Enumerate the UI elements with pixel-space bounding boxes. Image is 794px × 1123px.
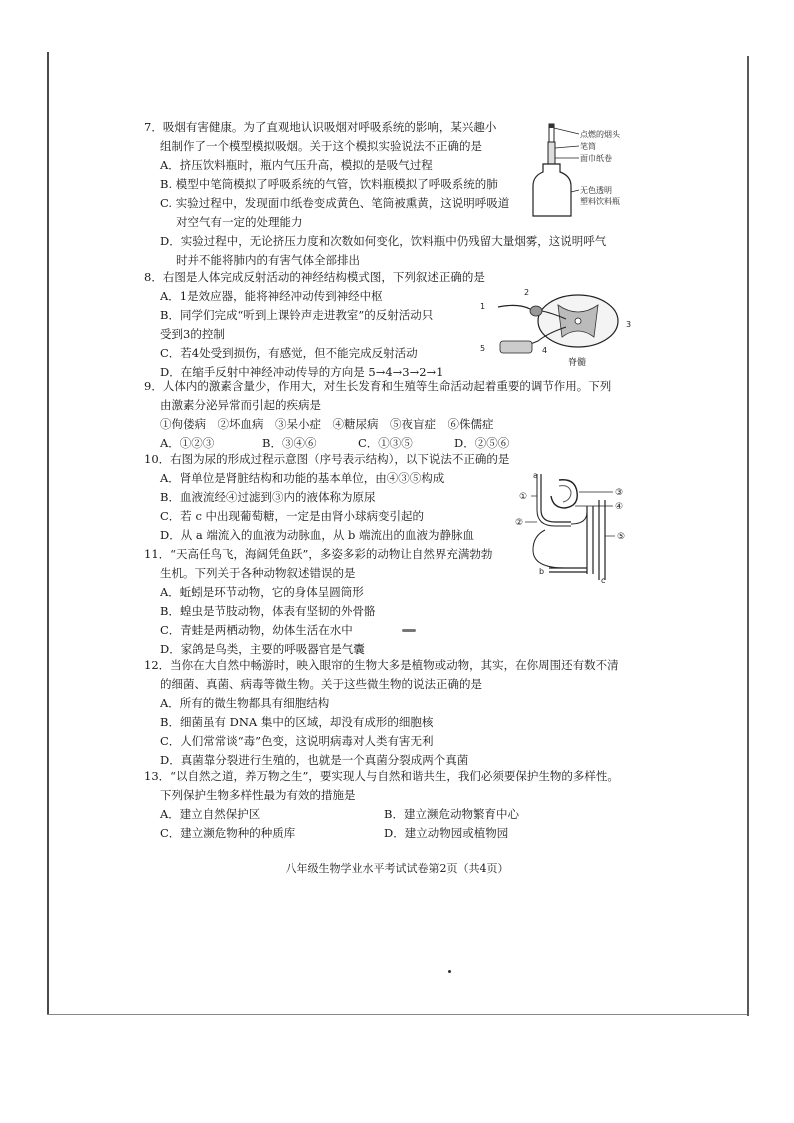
scan-smudge [402,629,416,632]
q13-option-b: B．建立濒危动物繁育中心 [384,807,519,821]
q10-option-b: B．血液流经④过滤到③内的液体称为原尿 [160,490,376,504]
glomerulus-icon [551,480,577,508]
fig8-label-1: 1 [480,302,486,311]
question-12 [144,656,619,770]
fig10-label-c: c [601,576,606,585]
q11-option-a: A．蚯蚓是环节动物，它的身体呈圆筒形 [160,585,364,599]
fig7-label-transparent: 无色透明 [580,186,612,195]
q8-option-b-cont: 受到3的控制 [160,327,225,341]
muscle-icon [500,341,532,353]
fig8-label-5: 5 [480,344,486,353]
q13-options-row-1 [144,805,619,824]
q7-stem-line-2: 组制作了一个模型模拟吸烟。关于这个模拟实验说法不正确的是 [160,139,482,153]
q12-option-a: A．所有的微生物都具有细胞结构 [160,696,330,710]
question-13 [144,767,619,843]
fig8-label-spinal-cord: 脊髓 [568,358,587,368]
scan-edge-bottom [47,1014,747,1015]
scan-dot [448,970,451,973]
q9-stem-line-1: 9．人体内的激素含量少，作用大，对生长发育和生殖等生命活动起着重要的调节作用。下列 [144,379,612,393]
q8-option-b: B．同学们完成“听到上课铃声走进教室”的反射活动只 [160,308,434,322]
q11-stem-line-2: 生机。下列关于各种动物叙述错误的是 [160,566,356,580]
fig10-label-5: ⑤ [617,532,626,542]
fig10-label-1: ① [519,492,528,502]
q8-option-c: C．若4处受到损伤，有感觉，但不能完成反射活动 [160,346,418,360]
q9-option-d: D．②⑤⑥ [454,436,510,450]
fig8-label-3: 3 [626,320,632,329]
q7-option-c-cont: 对空气有一定的处理能力 [176,215,303,229]
q8-option-a: A．1是效应器，能将神经冲动传到神经中枢 [160,289,383,303]
smoking-model-figure [525,120,645,220]
fig7-label-tissue: 面巾纸卷 [580,154,612,163]
q12-option-b: B．细菌虽有 DNA 集中的区域，却没有成形的细胞核 [160,715,434,729]
ganglion-icon [530,306,542,316]
fig8-label-2: 2 [524,288,530,297]
fig10-label-b: b [539,567,545,576]
fig7-label-pen-holder: 笔筒 [580,142,596,151]
fig10-label-4: ④ [615,502,624,512]
q12-stem-line-2: 的细菌、真菌、病毒等微生物。关于这些微生物的说法正确的是 [160,677,482,691]
q10-option-a: A．肾单位是肾脏结构和功能的基本单位，由④③⑤构成 [160,471,445,485]
reflex-arc-figure [478,285,638,370]
q9-disease-list: ①佝偻病 ②坏血病 ③呆小症 ④糖尿病 ⑤夜盲症 ⑥侏儒症 [160,417,494,431]
fig10-label-a: a [533,471,538,480]
q12-option-d: D．真菌靠分裂进行生殖的，也就是一个真菌分裂成两个真菌 [160,753,469,767]
fig7-label-cigarette: 点燃的烟头 [580,130,620,139]
spinal-cord-icon [538,295,618,347]
question-9 [144,377,611,453]
q10-option-c: C．若 c 中出现葡萄糖，一定是由肾小球病变引起的 [160,509,425,523]
fig7-label-bottle: 塑料饮料瓶 [580,197,620,206]
q10-stem-line-1: 10．右图为尿的形成过程示意图（序号表示结构），以下说法不正确的是 [144,452,510,466]
fig10-label-3: ③ [615,488,624,498]
q7-option-b: B. 模型中笔筒模拟了呼吸系统的气管，饮料瓶模拟了呼吸系统的肺 [160,177,498,191]
fig10-label-2: ② [515,518,524,528]
q13-option-a: A．建立自然保护区 [160,807,261,821]
nephron-figure [515,470,635,585]
q12-stem-line-1: 12．当你在大自然中畅游时，映入眼帘的生物大多是植物或动物，其实，在你周围还有数不清 [144,658,619,672]
q11-stem-line-1: 11．“天高任鸟飞，海阔凭鱼跃”，多姿多彩的动物让自然界充满勃勃 [144,547,493,561]
q7-option-d-cont: 时并不能将肺内的有害气体全部排出 [176,253,360,267]
q9-option-b: B．③④⑥ [262,436,317,450]
question-8 [144,268,485,382]
cigarette-icon [549,124,554,142]
q13-option-c: C．建立濒危物种的种质库 [160,826,296,840]
q7-option-c: C. 实验过程中，发现面巾纸卷变成黄色、笔筒被熏黄，这说明呼吸道 [160,196,510,210]
page-footer: 八年级生物学业水平考试试卷第2页（共4页） [285,862,509,875]
q11-option-c: C．青蛙是两栖动物，幼体生活在水中 [160,623,353,637]
pen-holder-icon [548,142,555,164]
fig8-label-4: 4 [542,346,548,355]
q7-option-d: D．实验过程中，无论挤压力度和次数如何变化，饮料瓶中仍残留大量烟雾，这说明呼气 [160,234,607,248]
q7-option-a: A．挤压饮料瓶时，瓶内气压升高，模拟的是吸气过程 [160,158,433,172]
q12-option-c: C．人们常常谈“毒”色变，这说明病毒对人类有害无利 [160,734,434,748]
q11-option-b: B．蝗虫是节肢动物，体表有坚韧的外骨骼 [160,604,376,618]
q10-option-d: D．从 a 端流入的血液为动脉血，从 b 端流出的血液为静脉血 [160,528,475,542]
q11-option-d: D．家鸽是鸟类，主要的呼吸器官是气囊 [160,642,365,656]
q13-stem-line-2: 下列保护生物多样性最为有效的措施是 [160,788,356,802]
q8-stem-line-1: 8．右图是人体完成反射活动的神经结构模式图，下列叙述正确的是 [144,270,485,284]
question-11 [144,545,492,659]
q9-option-a: A．①②③ [160,436,215,450]
q13-stem-line-1: 13．“以自然之道，养万物之生”，要实现人与自然和谐共生，我们必须要保护生物的多样性。 [144,769,619,783]
q13-options-row-2 [144,824,619,843]
q8-option-d: D．在缩手反射中神经冲动传导的方向是 5→4→3→2→1 [160,365,444,379]
question-10 [144,450,509,545]
q13-option-d: D．建立动物园或植物园 [384,826,509,840]
bottle-icon [533,164,571,216]
q9-option-c: C．①③⑤ [358,436,413,450]
q9-stem-line-2: 由激素分泌异常而引起的疾病是 [160,398,321,412]
q7-stem-line-1: 7．吸烟有害健康。为了直观地认识吸烟对呼吸系统的影响，某兴趣小 [144,120,497,134]
